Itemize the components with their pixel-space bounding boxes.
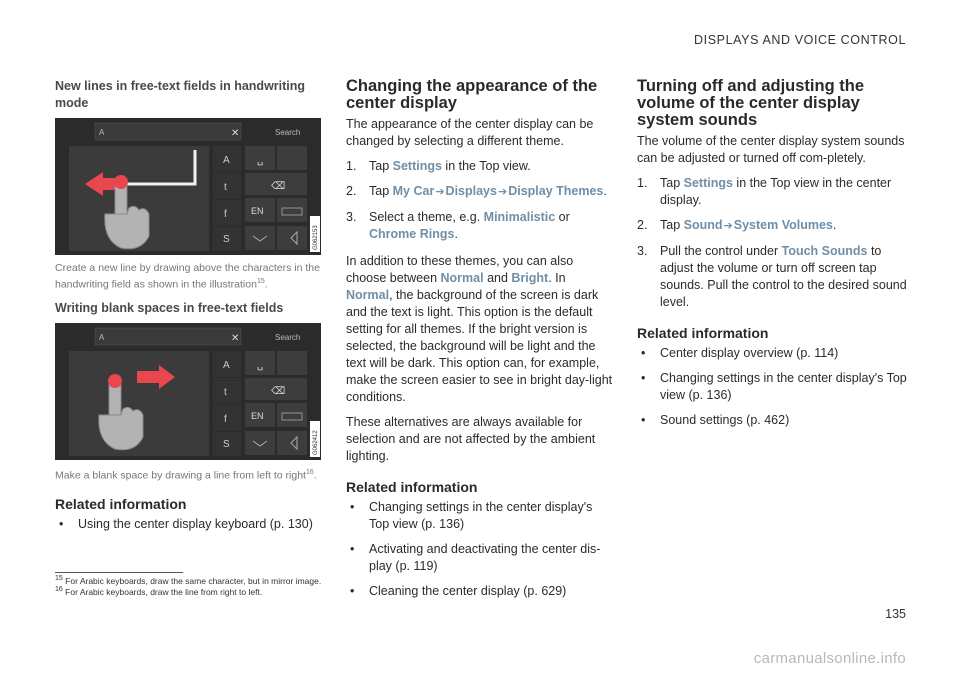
space-icon: ␣: [257, 359, 264, 371]
intro-text: The appearance of the center display can be changed by selecting a different theme.: [346, 117, 594, 148]
chevron-right-icon: ➔: [435, 186, 445, 198]
heading-blank-spaces: Writing blank spaces in free-text fields: [55, 300, 284, 315]
svg-text:f: f: [224, 413, 227, 425]
column-left: [55, 78, 323, 541]
image-code: G062153: [313, 225, 319, 250]
column-middle: [346, 78, 614, 608]
clear-icon: ✕: [231, 332, 240, 344]
key-f: f: [224, 209, 227, 220]
column-right: [637, 78, 907, 437]
intro-text: The volume of the center display system sounds can be adjusted or turned off com-pletely.: [637, 134, 905, 165]
related-info-heading: Related information: [637, 325, 769, 341]
footnote: $^{16}$ For Arabic keyboards, draw the line from right to left.: [55, 586, 263, 597]
key-t: t: [224, 182, 227, 193]
watermark: carmanualsonline.info: [753, 650, 906, 667]
related-info-heading: Related information: [55, 496, 187, 512]
related-link[interactable]: • Cleaning the center display (p. 629): [350, 584, 567, 598]
step-item: 2. Tap My Car➔Displays➔Display Themes.: [346, 184, 607, 198]
step-item: 1. Tap Settings in the Top view.: [346, 159, 531, 173]
section-title-volume: Turning off and adjusting the volume of the center display system sounds: [637, 77, 864, 129]
footnote: $^{15}$ For Arabic keyboards, draw the same character, but in mirror image.: [55, 575, 322, 586]
step-item: 3. Select a theme, e.g. Minimalistic or Chrome Rings.: [346, 210, 570, 241]
related-link[interactable]: • Sound settings (p. 462): [641, 413, 790, 427]
step-item: 1. Tap Settings in the Top view in the center display.: [637, 176, 892, 207]
page-number: 135: [885, 607, 906, 621]
chevron-right-icon: ➔: [723, 220, 733, 232]
svg-text:EN: EN: [251, 410, 264, 421]
related-link[interactable]: • Using the center display keyboard (p. 130): [59, 517, 313, 531]
svg-text:A: A: [223, 359, 230, 371]
step-item: 2. Tap Sound➔System Volumes.: [637, 218, 837, 232]
running-header: DISPLAYS AND VOICE CONTROL: [694, 33, 906, 47]
illustration-blank-space: [55, 323, 321, 460]
related-link[interactable]: • Changing settings in the center display's Top view (p. 136): [641, 371, 907, 402]
svg-text:S: S: [223, 438, 230, 450]
chevron-right-icon: ➔: [497, 186, 508, 198]
related-link[interactable]: • Activating and deactivating the center dis-play (p. 119): [350, 542, 601, 573]
related-list: [637, 345, 907, 429]
field-letter: A: [99, 128, 105, 137]
step-item: 3. Pull the control under Touch Sounds to adjust the volume or turn off screen tap sounds. Pull the control to the desired sound level.: [637, 244, 907, 309]
svg-text:t: t: [224, 386, 227, 398]
steps-list: [346, 158, 614, 243]
related-info-heading: Related information: [346, 479, 478, 495]
backspace-icon: ⌫: [271, 181, 286, 192]
space-icon: ␣: [257, 155, 264, 166]
body-paragraph: These alternatives are always available for selection and are not affected by the ambient lighting.: [346, 415, 596, 463]
backspace-icon: ⌫: [271, 385, 286, 397]
related-list: [55, 516, 323, 533]
heading-new-lines: New lines in free-text fields in handwriting mode: [55, 79, 306, 110]
caption-blank-space: Make a blank space by drawing a line from left to right$^{16}$.: [55, 468, 317, 481]
clear-icon: ✕: [231, 128, 240, 139]
steps-list: [637, 175, 907, 311]
lang-key: EN: [251, 206, 264, 216]
caption-new-line: Create a new line by drawing above the characters in the handwriting field as shown in the illustration$^{15}$.: [55, 262, 320, 291]
key-s: S: [223, 234, 230, 245]
search-label: Search: [275, 128, 301, 137]
svg-text:G062412: G062412: [313, 429, 319, 455]
related-link[interactable]: • Changing settings in the center display's Top view (p. 136): [350, 500, 593, 531]
key-a: A: [223, 155, 230, 166]
illustration-new-line: [55, 118, 321, 255]
related-link[interactable]: • Center display overview (p. 114): [641, 346, 839, 360]
svg-text:Search: Search: [275, 332, 301, 342]
footnote-divider: [55, 572, 183, 573]
section-title-appearance: Changing the appearance of the center display: [346, 77, 598, 112]
related-list: [346, 499, 614, 600]
body-paragraph: In addition to these themes, you can also choose between Normal and Bright. In Normal, the background of the screen is dark and the text is light. This option is the default setting for all themes. If the bright version is selected, the background will be light and the text will be dark. This option can, for example, make the screen easier to see in bright day-light conditions.: [346, 254, 613, 404]
svg-text:A: A: [99, 332, 105, 342]
